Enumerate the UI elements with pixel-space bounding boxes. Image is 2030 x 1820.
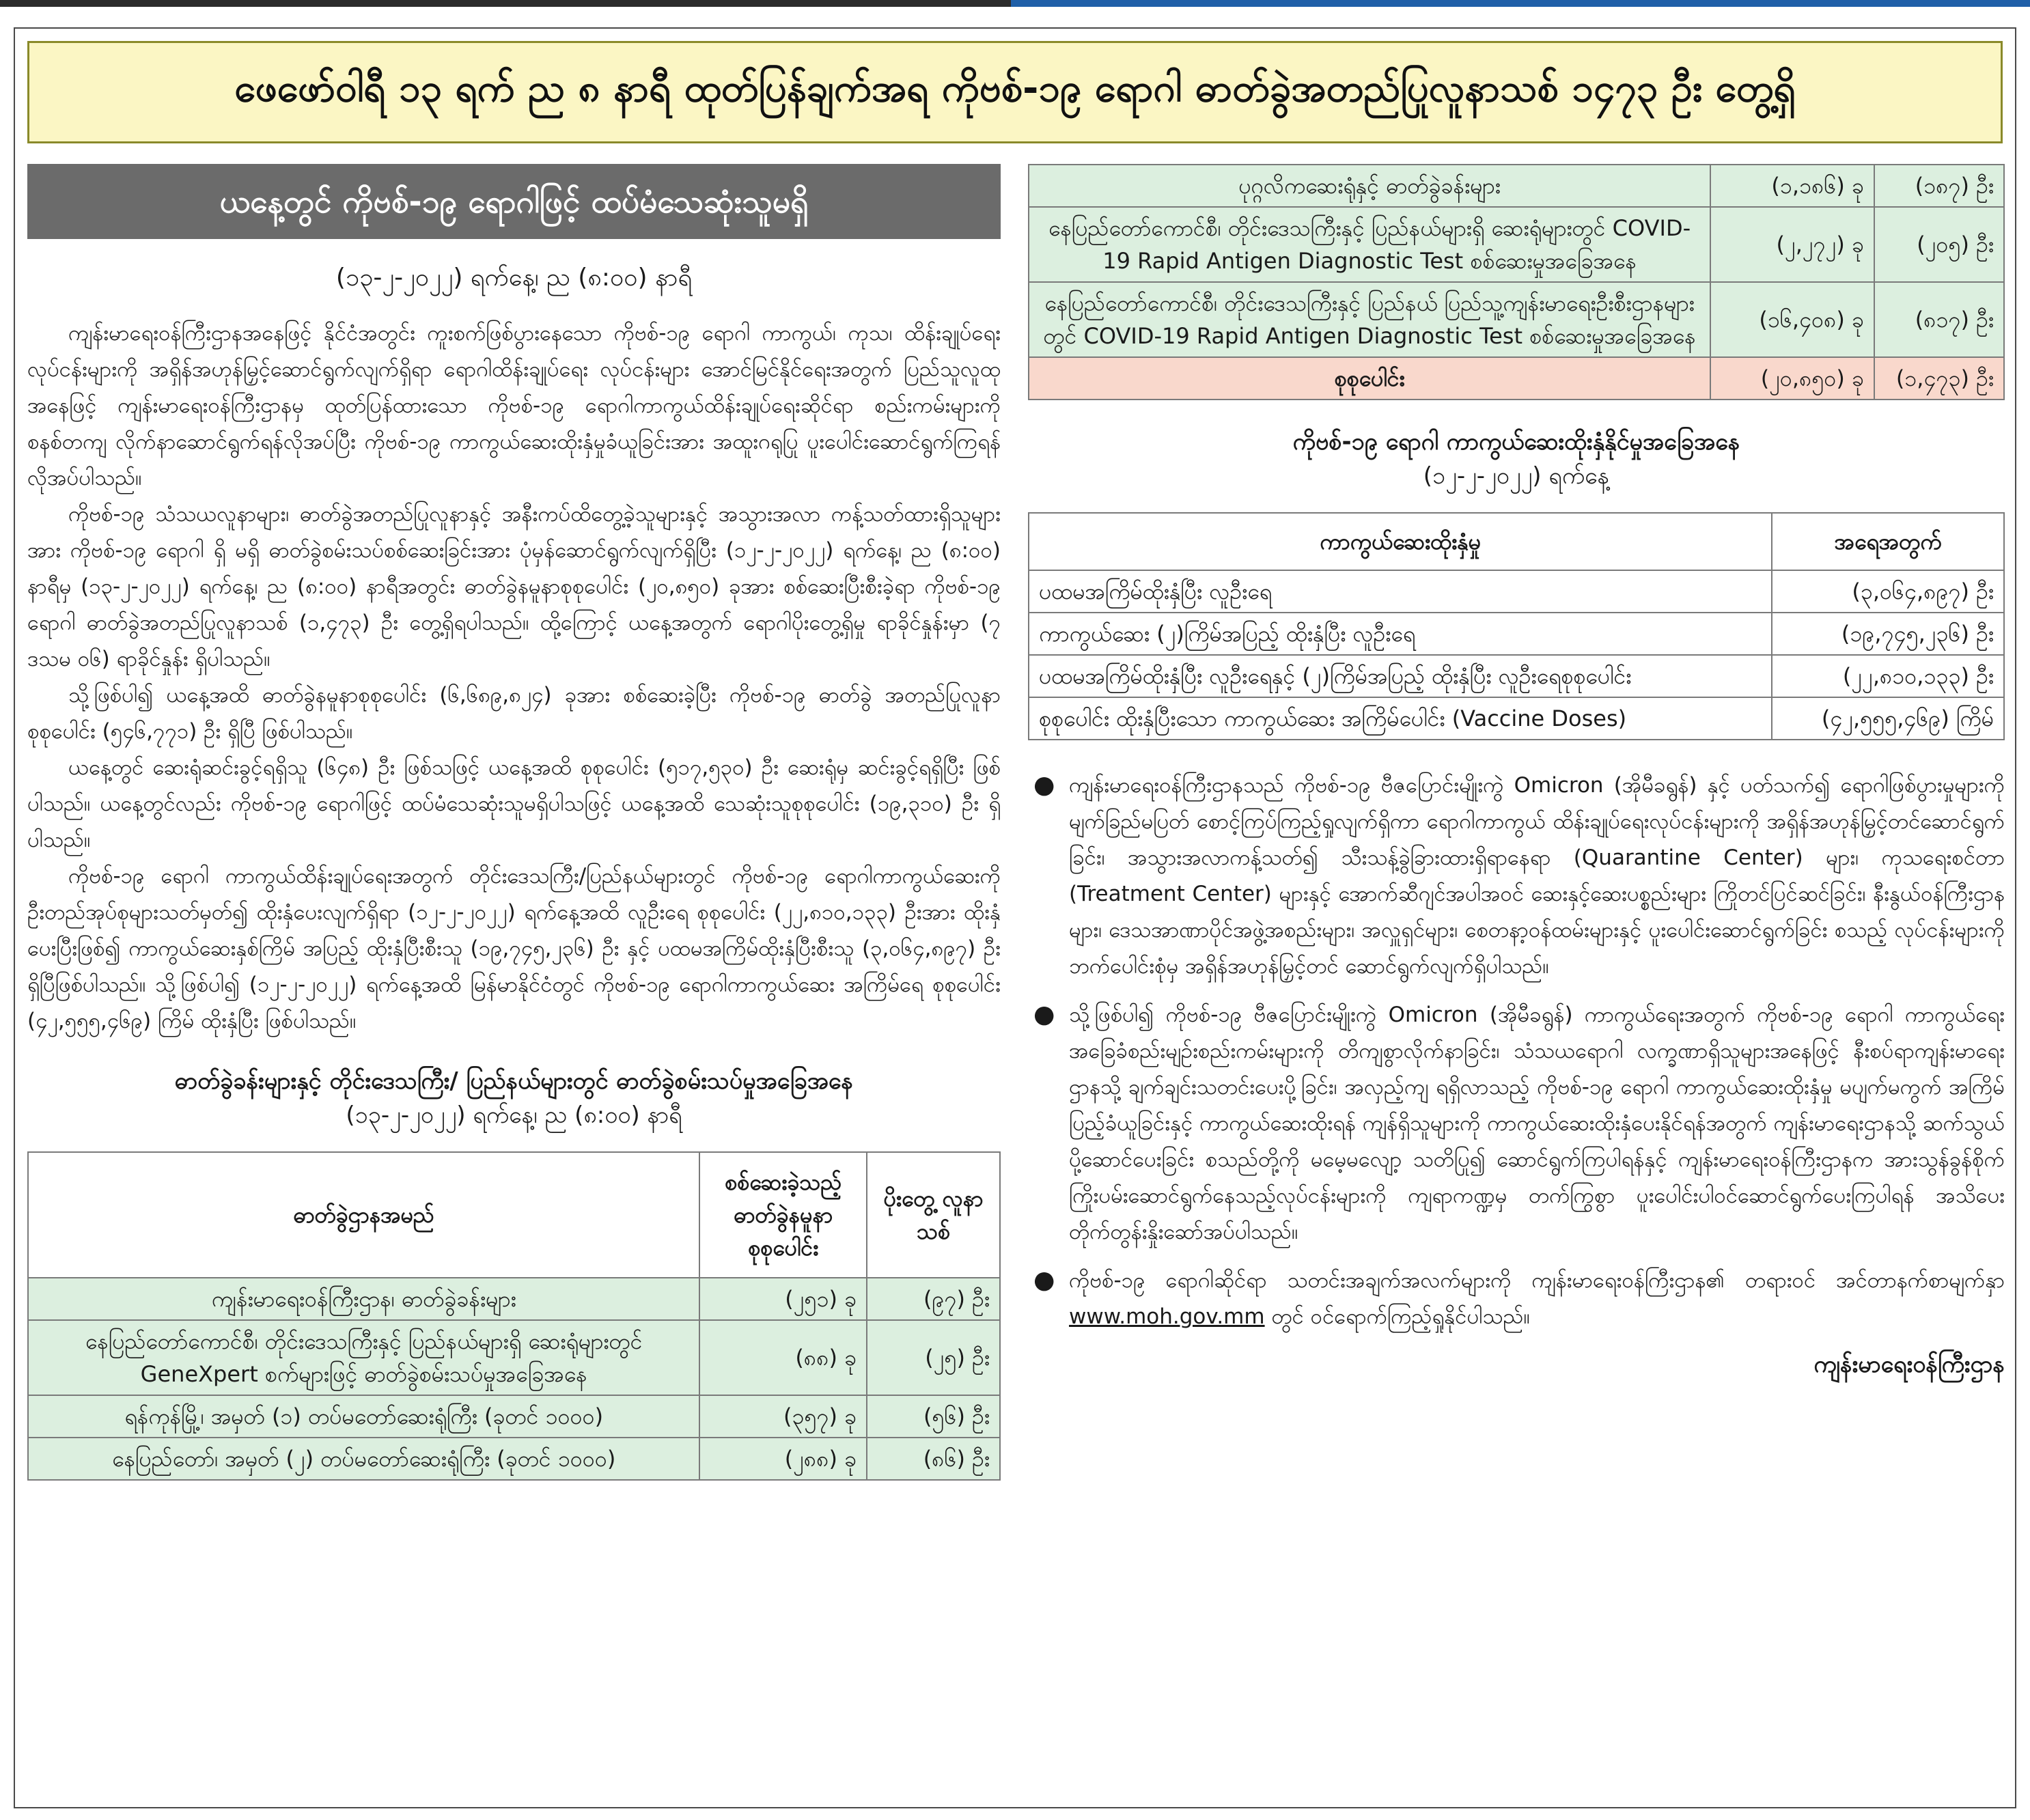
- lab-cases-cell: (၉၇) ဦး: [867, 1278, 1000, 1320]
- left-column: [27, 164, 1001, 1481]
- lab-cases-cell: (၅၆) ဦး: [867, 1395, 1000, 1438]
- lab-name-cell: ပုဂ္ဂလိကဆေးရုံနှင့် ဓာတ်ခွဲခန်းများ: [1029, 165, 1710, 207]
- bullet-dot-icon: ●: [1033, 1000, 1055, 1028]
- bullet-dot-icon: ●: [1033, 1266, 1055, 1294]
- lab-name-cell: ကျန်းမာရေးဝန်ကြီးဌာန၊ ဓာတ်ခွဲခန်းများ: [28, 1278, 699, 1320]
- vaccine-label-cell: ပထမအကြိမ်ထိုးနှံပြီး လူဦးရေ: [1029, 570, 1772, 613]
- paragraph-vaccination: ကိုဗစ်-၁၉ ရောဂါ ကာကွယ်ထိန်းချုပ်ရေးအတွက် တိုင်းဒေသကြီး/ပြည်နယ်များတွင် ကိုဗစ်-၁၉ ရောဂါကာကွယ်ဆေးကို ဦးတည်အုပ်စုများသတ်မှတ်၍ ထိုးနှံပေးလျက်ရှိရာ (၁၂-၂-၂၀၂၂) ရက်နေ့အထိ လူဦးရေ စုစုပေါင်း (၂၂,၈၁၀,၁၃၃) ဦးအား ထိုးနှံပေးပြီးဖြစ်၍ ကာကွယ်ဆေးနှစ်ကြိမ် အပြည့် ထိုးနှံပြီးစီးသူ (၁၉,၇၄၅,၂၃၆) ဦး နှင့် ပထမအကြိမ်ထိုးနှံပြီးစီးသူ (၃,၀၆၄,၈၉၇) ဦး ရှိပြီဖြစ်ပါသည်။ သို့ဖြစ်ပါ၍ (၁၂-၂-၂၀၂၂) ရက်နေ့အထိ မြန်မာနိုင်ငံတွင် ကိုဗစ်-၁၉ ရောဂါကာကွယ်ဆေး အကြိမ်ရေ စုစုပေါင်း (၄၂,၅၅၅,၄၆၉) ကြိမ် ထိုးနှံပြီး ဖြစ်ပါသည်။: [27, 864, 1001, 1033]
- report-dateline: (၁၃-၂-၂၀၂၂) ရက်နေ့၊ ည (၈:၀၀) နာရီ: [335, 264, 693, 292]
- lab-table-continued: [1028, 164, 2005, 400]
- top-rule-dark: [0, 0, 1011, 7]
- vaccine-value-cell: (၃,၀၆၄,၈၉၇) ဦး: [1772, 570, 2004, 613]
- vaccine-header-count: အရေအတွက်: [1772, 513, 2004, 570]
- lab-header-name: ဓာတ်ခွဲဌာနအမည်: [28, 1152, 699, 1278]
- vaccine-label-cell: ကာကွယ်ဆေး (၂)ကြိမ်အပြည့် ထိုးနှံပြီး လူဦးရေ: [1029, 613, 1772, 655]
- bullet-text: ကိုဗစ်-၁၉ ရောဂါဆိုင်ရာ သတင်းအချက်အလက်များကို ကျန်းမာရေးဝန်ကြီးဌာန၏ တရားဝင် အင်တာနက်စာမျက်နှာ: [1069, 1268, 2005, 1293]
- vaccine-value-cell: (၂၂,၈၁၀,၁၃၃) ဦး: [1772, 655, 2004, 697]
- lab-cases-cell: (၂၅) ဦး: [867, 1320, 1000, 1395]
- lab-name-cell: နေပြည်တော်၊ အမှတ် (၂) တပ်မတော်ဆေးရုံကြီး (ခုတင် ၁၀၀၀): [28, 1438, 699, 1480]
- headline: ဖေဖော်ဝါရီ ၁၃ ရက် ည ၈ နာရီ ထုတ်ပြန်ချက်အရ ကိုဗစ်-၁၉ ရောဂါ ဓာတ်ခွဲအတည်ပြုလူနာသစ် ၁၄၇၃ ဦး တွေ့ရှိ: [27, 41, 2003, 143]
- deaths-banner: ယနေ့တွင် ကိုဗစ်-၁၉ ရောဂါဖြင့် ထပ်မံသေဆုံးသူမရှိ: [27, 164, 1001, 239]
- lab-table-header: [28, 1152, 1000, 1278]
- bullet-omicron-monitoring: [1028, 768, 2005, 985]
- table-row: [1029, 655, 2004, 697]
- bullet-dot-icon: ●: [1033, 771, 1055, 799]
- lab-header-tests: စစ်ဆေးခဲ့သည့် ဓာတ်ခွဲနမူနာ စုစုပေါင်း: [699, 1152, 867, 1278]
- paragraph-discharges-deaths: ယနေ့တွင် ဆေးရုံဆင်းခွင့်ရရှိသူ (၆၄၈) ဦး ဖြစ်သဖြင့် ယနေ့အထိ စုစုပေါင်း (၅၁၇,၅၃၀) ဦး ဆေးရုံမှ ဆင်းခွင့်ရရှိပြီး ဖြစ်ပါသည်။ ယနေ့တွင်လည်း ကိုဗစ်-၁၉ ရောဂါဖြင့် ထပ်မံသေဆုံးသူမရှိပါသဖြင့် ယနေ့အထိ သေဆုံးသူစုစုပေါင်း (၁၉,၃၁၀) ဦး ရှိပါသည်။: [27, 755, 1001, 852]
- table-row: [1029, 165, 2004, 207]
- lab-name-cell: နေပြည်တော်ကောင်စီ၊ တိုင်းဒေသကြီးနှင့် ပြည်နယ်များရှိ ဆေးရုံများတွင် COVID-19 Rapid Antigen Diagnostic Test စစ်ဆေးမှုအခြေအနေ: [1029, 207, 1710, 282]
- lab-tests-cell: (၈၈) ခု: [699, 1320, 867, 1395]
- right-column: [1028, 164, 2005, 1384]
- vaccine-value-cell: (၁၉,၇၄၅,၂၃၆) ဦး: [1772, 613, 2004, 655]
- bullet-text-end: တွင် ဝင်ရောက်ကြည့်ရှုနိုင်ပါသည်။: [1271, 1304, 1530, 1329]
- lab-table-caption: ဓာတ်ခွဲခန်းများနှင့် တိုင်းဒေသကြီး/ ပြည်နယ်များတွင် ဓာတ်ခွဲစမ်းသပ်မှုအခြေအနေ: [175, 1067, 853, 1095]
- lab-table: [27, 1151, 1001, 1481]
- vaccine-header-item: ကာကွယ်ဆေးထိုးနှံမှု: [1029, 513, 1772, 570]
- lab-tests-cell: (၂၈၈) ခု: [699, 1438, 867, 1480]
- lab-total-tests: (၂၀,၈၅၀) ခု: [1710, 357, 1874, 400]
- table-row: [28, 1278, 1000, 1320]
- bullet-prevention-advice: [1028, 997, 2005, 1250]
- lab-tests-cell: (၂,၂၇၂) ခု: [1710, 207, 1874, 282]
- table-row: [28, 1438, 1000, 1480]
- table-row: [1029, 282, 2004, 357]
- table-row: [1029, 613, 2004, 655]
- lab-cases-cell: (၈၆) ဦး: [867, 1438, 1000, 1480]
- lab-cases-cell: (၁၈၇) ဦး: [1874, 165, 2004, 207]
- table-row: [1029, 207, 2004, 282]
- lab-cases-cell: (၈၁၇) ဦး: [1874, 282, 2004, 357]
- lab-table-date: (၁၃-၂-၂၀၂၂) ရက်နေ့၊ ည (၈:၀၀) နာရီ: [346, 1102, 682, 1129]
- bullet-text: ကျန်းမာရေးဝန်ကြီးဌာနသည် ကိုဗစ်-၁၉ ဗီဇပြောင်းမျိုးကွဲ Omicron (အိုမီခရွန်) နှင့် ပတ်သက်၍ ရောဂါဖြစ်ပွားမှုများကို မျက်ခြည်မပြတ် စောင့်ကြပ်ကြည့်ရှုလျက်ရှိကာ ရောဂါကာကွယ် ထိန်းချုပ်ရေးလုပ်ငန်းများကို အရှိန်အဟုန်မြှင့်တင်ဆောင်ရွက်ခြင်း၊ အသွားအလာကန့်သတ်၍ သီးသန့်ခွဲခြားထားရှိရာနေရာ (Quarantine Center) များ၊ ကုသရေးစင်တာ (Treatment Center) များနှင့် အောက်ဆီဂျင်အပါအဝင် ဆေးနှင့်ဆေးပစ္စည်းများ ကြိုတင်ပြင်ဆင်ခြင်း၊ နီးနွယ်ဝန်ကြီးဌာနများ၊ ဒေသအာဏာပိုင်အဖွဲ့အစည်းများ၊ အလှူရှင်များ၊ စေတနာ့ဝန်ထမ်းများနှင့် ပူးပေါင်းဆောင်ရွက်ခြင်း စသည့် လုပ်ငန်းများကို ဘက်ပေါင်းစုံမှ အရှိန်အဟုန်မြှင့်တင် ဆောင်ရွက်လျက်ရှိပါသည်။: [1069, 773, 2005, 979]
- lab-header-cases: ပိုးတွေ့ လူနာသစ်: [867, 1152, 1000, 1278]
- vaccine-label-cell: ပထမအကြိမ်ထိုးနှံပြီး လူဦးရေနှင့် (၂)ကြိမ်အပြည့် ထိုးနှံပြီး လူဦးရေစုစုပေါင်း: [1029, 655, 1772, 697]
- table-total-row: [1029, 357, 2004, 400]
- lab-tests-cell: (၁,၁၈၆) ခု: [1710, 165, 1874, 207]
- table-row: [1029, 570, 2004, 613]
- vaccine-value-cell: (၄၂,၅၅၅,၄၆၉) ကြိမ်: [1772, 697, 2004, 740]
- lab-name-cell: နေပြည်တော်ကောင်စီ၊ တိုင်းဒေသကြီးနှင့် ပြည်နယ်များရှိ ဆေးရုံများတွင် GeneXpert စက်များဖြင့် ဓာတ်ခွဲစမ်းသပ်မှုအခြေအနေ: [28, 1320, 699, 1395]
- lab-total-cases: (၁,၄၇၃) ဦး: [1874, 357, 2004, 400]
- bullet-text: သို့ဖြစ်ပါ၍ ကိုဗစ်-၁၉ ဗီဇပြောင်းမျိုးကွဲ Omicron (အိုမီခရွန်) ကာကွယ်ရေးအတွက် ကိုဗစ်-၁၉ ရောဂါ ကာကွယ်ရေး အခြေခံစည်းမျဉ်းစည်းကမ်းများကို တိကျစွာလိုက်နာခြင်း၊ သံသယရောဂါ လက္ခဏာရှိသူများအနေဖြင့် နီးစပ်ရာကျန်းမာရေးဌာနသို့ ချက်ချင်းသတင်းပေးပို့ခြင်း၊ အလှည့်ကျ ရရှိလာသည့် ကိုဗစ်-၁၉ ရောဂါ ကာကွယ်ဆေးထိုးနှံမှု မပျက်မကွက် အကြိမ်ပြည့်ခံယူခြင်းနှင့် ကာကွယ်ဆေးထိုးရန် ကျန်ရှိသူများကို ကာကွယ်ဆေးထိုးနှံပေးနိုင်ရန်အတွက် ကျန်းမာရေးဌာနသို့ ဆက်သွယ်ပို့ဆောင်ပေးခြင်း စသည်တို့ကို မမေ့မလျော့ သတိပြု၍ ဆောင်ရွက်ကြပါရန်နှင့် ကျန်းမာရေးဝန်ကြီးဌာနက အားသွန်ခွန်စိုက် ကြိုးပမ်းဆောင်ရွက်နေသည့်လုပ်ငန်းများကို ကျရာကဏ္ဍမှ တက်ကြွစွာ ပူးပေါင်းပါဝင်ဆောင်ရွက်ပေးကြပါရန် အသိပေး တိုက်တွန်းနှိုးဆော်အပ်ပါသည်။: [1069, 1003, 2005, 1244]
- lab-name-cell: နေပြည်တော်ကောင်စီ၊ တိုင်းဒေသကြီးနှင့် ပြည်နယ် ပြည်သူ့ကျန်းမာရေးဦးစီးဌာနများတွင် COVID-19 Rapid Antigen Diagnostic Test စစ်ဆေးမှုအခြေအနေ: [1029, 282, 1710, 357]
- lab-name-cell: ရန်ကုန်မြို့၊ အမှတ် (၁) တပ်မတော်ဆေးရုံကြီး (ခုတင် ၁၀၀၀): [28, 1395, 699, 1438]
- table-row: [28, 1320, 1000, 1395]
- paragraph-testing: ကိုဗစ်-၁၉ သံသယလူနာများ၊ ဓာတ်ခွဲအတည်ပြုလူနာနှင့် အနီးကပ်ထိတွေ့ခဲ့သူများနှင့် အသွားအလာ ကန့်သတ်ထားရှိသူများအား ကိုဗစ်-၁၉ ရောဂါ ရှိ မရှိ ဓာတ်ခွဲစမ်းသပ်စစ်ဆေးခြင်းအား ပုံမှန်ဆောင်ရွက်လျက်ရှိပြီး (၁၂-၂-၂၀၂၂) ရက်နေ့၊ ည (၈:၀၀) နာရီမှ (၁၃-၂-၂၀၂၂) ရက်နေ့၊ ည (၈:၀၀) နာရီအတွင်း ဓာတ်ခွဲနမူနာစုစုပေါင်း (၂၀,၈၅၀) ခုအား စစ်ဆေးပြီးစီးခဲ့ရာ ကိုဗစ်-၁၉ ရောဂါ ဓာတ်ခွဲအတည်ပြုလူနာသစ် (၁,၄၇၃) ဦး တွေ့ရှိရပါသည်။ ထို့ကြောင့် ယနေ့အတွက် ရောဂါပိုးတွေ့ရှိမှု ရာခိုင်နှုန်းမှာ (၇ ဒသမ ၀၆) ရာခိုင်နှုန်း ရှိပါသည်။: [27, 502, 1001, 671]
- top-rule-blue: [1011, 0, 2030, 7]
- lab-tests-cell: (၁၆,၄၀၈) ခု: [1710, 282, 1874, 357]
- signature: ကျန်းမာရေးဝန်ကြီးဌာန: [1813, 1351, 2005, 1378]
- lab-total-label: စုစုပေါင်း: [1029, 357, 1710, 400]
- lab-tests-cell: (၂၅၁) ခု: [699, 1278, 867, 1320]
- vaccine-label-cell: စုစုပေါင်း ထိုးနှံပြီးသော ကာကွယ်ဆေး အကြိမ်ပေါင်း (Vaccine Doses): [1029, 697, 1772, 740]
- lab-cases-cell: (၂၀၅) ဦး: [1874, 207, 2004, 282]
- paragraph-intro: ကျန်းမာရေးဝန်ကြီးဌာနအနေဖြင့် နိုင်ငံအတွင်း ကူးစက်ဖြစ်ပွားနေသော ကိုဗစ်-၁၉ ရောဂါ ကာကွယ်၊ ကုသ၊ ထိန်းချုပ်ရေးလုပ်ငန်းများကို အရှိန်အဟုန်မြှင့်ဆောင်ရွက်လျက်ရှိရာ ရောဂါထိန်းချုပ်ရေး လုပ်ငန်းများ အောင်မြင်နိုင်ရေးအတွက် ပြည်သူလူထုအနေဖြင့် ကျန်းမာရေးဝန်ကြီးဌာနမှ ထုတ်ပြန်ထားသော ကိုဗစ်-၁၉ ရောဂါကာကွယ်ထိန်းချုပ်ရေးဆိုင်ရာ စည်းကမ်းများကို စနစ်တကျ လိုက်နာဆောင်ရွက်ရန်လိုအပ်ပြီး ကိုဗစ်-၁၉ ကာကွယ်ဆေးထိုးနှံမှုခံယူခြင်းအား အထူးဂရုပြု ပူးပေါင်းဆောင်ရွက်ကြရန် လိုအပ်ပါသည်။: [27, 321, 1001, 490]
- bullet-website-info: [1028, 1263, 2005, 1335]
- table-row: [1029, 697, 2004, 740]
- moh-website-link[interactable]: www.moh.gov.mm: [1069, 1304, 1265, 1329]
- vaccine-table: [1028, 512, 2005, 740]
- paragraph-cumulative-cases: သို့ဖြစ်ပါ၍ ယနေ့အထိ ဓာတ်ခွဲနမူနာစုစုပေါင်း (၆,၆၈၉,၈၂၄) ခုအား စစ်ဆေးခဲ့ပြီး ကိုဗစ်-၁၉ ဓာတ်ခွဲ အတည်ပြုလူနာ စုစုပေါင်း (၅၄၆,၇၇၁) ဦး ရှိပြီ ဖြစ်ပါသည်။: [27, 683, 1001, 744]
- notice-bullets: [1028, 768, 2005, 1335]
- lab-tests-cell: (၃၅၇) ခု: [699, 1395, 867, 1438]
- vaccine-table-date: (၁၂-၂-၂၀၂၂) ရက်နေ့: [1423, 462, 1610, 490]
- vaccine-table-caption: ကိုဗစ်-၁၉ ရောဂါ ကာကွယ်ဆေးထိုးနှံနိုင်မှုအခြေအနေ: [1292, 428, 1740, 456]
- vaccine-table-header: [1029, 513, 2004, 570]
- table-row: [28, 1395, 1000, 1438]
